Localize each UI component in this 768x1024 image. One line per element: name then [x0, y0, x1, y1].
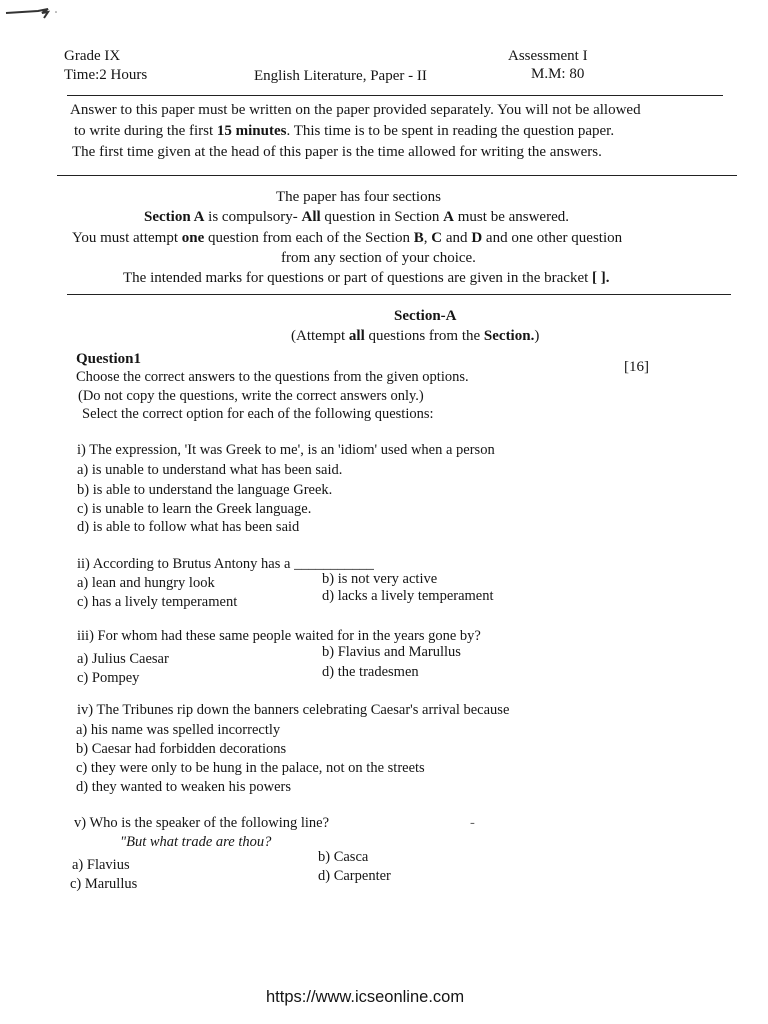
- header-rule: [67, 95, 723, 96]
- question1-marks: [16]: [624, 359, 649, 375]
- answer-option: c) is unable to learn the Greek language.: [77, 501, 312, 517]
- time-label: Time:2 Hours: [64, 67, 148, 83]
- section-a-title: Section-A: [394, 308, 457, 324]
- answer-option: b) Caesar had forbidden decorations: [76, 741, 287, 757]
- instructions-rule: [57, 175, 737, 176]
- instruction-line-1: Answer to this paper must be written on the paper provided separately. You will not be allowed: [70, 102, 641, 118]
- question-stem: i) The expression, 'It was Greek to me', is an 'idiom' used when a person: [77, 442, 495, 458]
- question-stem: v) Who is the speaker of the following line?: [74, 815, 330, 831]
- question-stem: iv) The Tribunes rip down the banners celebrating Caesar's arrival because: [77, 702, 510, 718]
- subject-title: English Literature, Paper - II: [254, 68, 427, 84]
- section-a-subtitle: (Attempt all questions from the Section.): [291, 328, 540, 344]
- answer-option: b) Flavius and Marullus: [322, 644, 461, 660]
- answer-option: a) Flavius: [72, 857, 130, 873]
- answer-option: a) lean and hungry look: [77, 575, 215, 591]
- answer-option: c) has a lively temperament: [77, 594, 238, 610]
- answer-option: b) is able to understand the language Greek.: [77, 482, 333, 498]
- answer-option: b) is not very active: [322, 571, 438, 587]
- sections-count-line: The paper has four sections: [276, 189, 441, 205]
- answer-option: d) they wanted to weaken his powers: [76, 779, 292, 795]
- answer-option: d) lacks a lively temperament: [322, 588, 494, 604]
- stray-mark: -: [470, 815, 475, 831]
- answer-option: c) Marullus: [70, 876, 138, 892]
- question1-instruction-2: (Do not copy the questions, write the correct answers only.): [78, 388, 424, 404]
- footer-url: https://www.icseonline.com: [266, 988, 465, 1006]
- instruction-line-2: to write during the first 15 minutes. This time is to be spent in reading the question paper.: [74, 123, 615, 139]
- answer-option: a) is unable to understand what has been said.: [77, 462, 343, 478]
- assessment-label: Assessment I: [508, 48, 588, 64]
- section-a-compulsory-line: Section A is compulsory- All question in Section A must be answered.: [144, 209, 569, 225]
- quoted-line: "But what trade are thou?: [120, 834, 272, 850]
- any-section-line: from any section of your choice.: [281, 250, 476, 266]
- answer-option: d) Carpenter: [318, 868, 391, 884]
- answer-option: a) his name was spelled incorrectly: [76, 722, 281, 738]
- question1-instruction-1: Choose the correct answers to the questions from the given options.: [76, 369, 469, 385]
- question1-label: Question1: [76, 351, 142, 367]
- grade-label: Grade IX: [64, 48, 121, 64]
- attempt-sections-line: You must attempt one question from each of the Section B, C and D and one other question: [72, 230, 623, 246]
- answer-option: c) they were only to be hung in the palace, not on the streets: [76, 760, 425, 776]
- answer-option: a) Julius Caesar: [77, 651, 169, 667]
- max-marks-label: M.M: 80: [531, 66, 585, 82]
- answer-option: b) Casca: [318, 849, 369, 865]
- scan-mark-icon: [4, 6, 64, 20]
- instruction-line-3: The first time given at the head of this paper is the time allowed for writing the answers.: [72, 144, 602, 160]
- question-stem: iii) For whom had these same people waited for in the years gone by?: [77, 628, 481, 644]
- answer-option: c) Pompey: [77, 670, 140, 686]
- question-stem: ii) According to Brutus Antony has a ___________: [77, 556, 374, 572]
- question1-instruction-3: Select the correct option for each of the following questions:: [82, 406, 434, 422]
- answer-option: d) is able to follow what has been said: [77, 519, 300, 535]
- marks-bracket-line: The intended marks for questions or part of questions are given in the bracket [ ].: [123, 270, 610, 286]
- answer-option: d) the tradesmen: [322, 664, 419, 680]
- sections-rule: [67, 294, 731, 295]
